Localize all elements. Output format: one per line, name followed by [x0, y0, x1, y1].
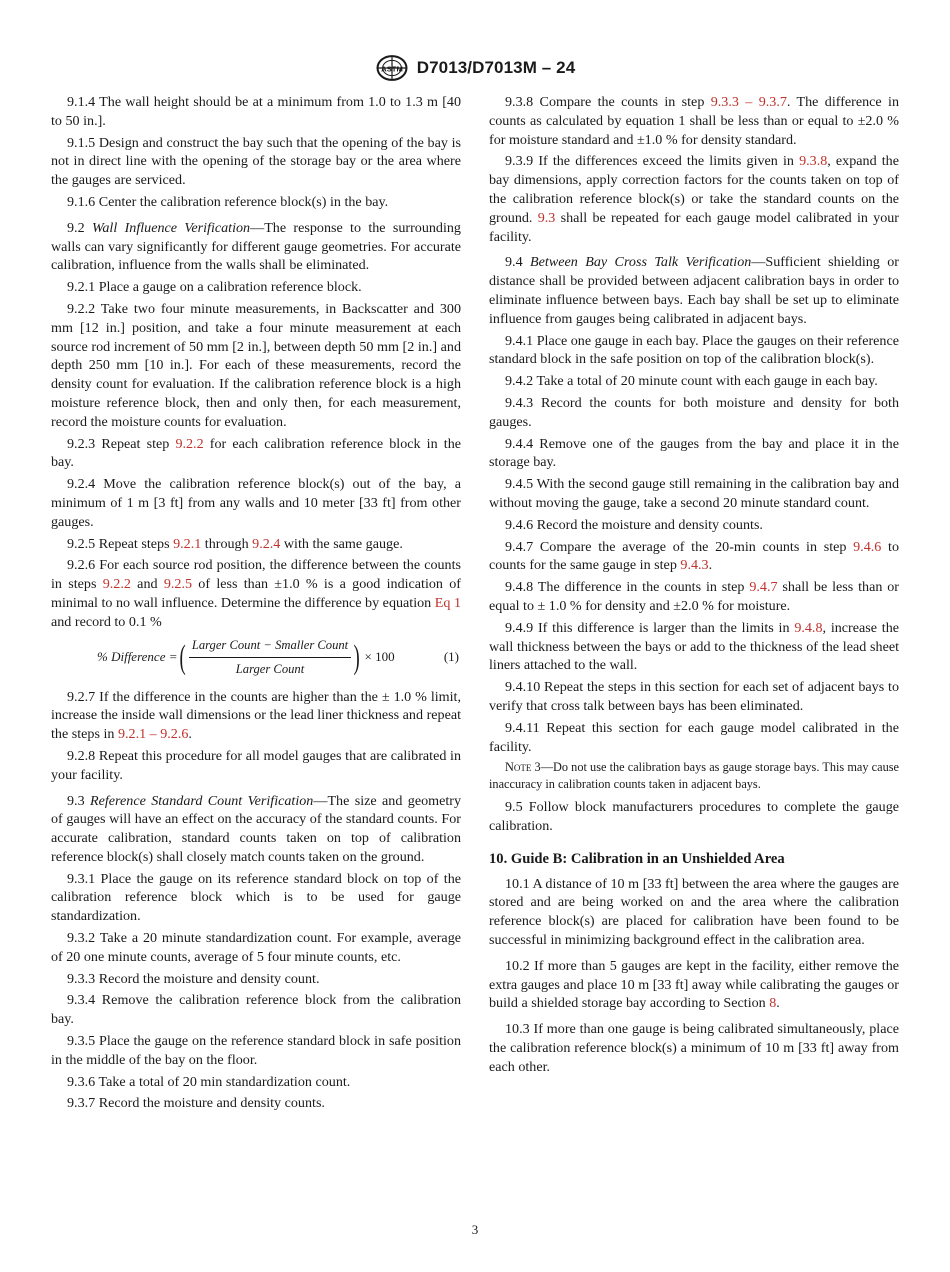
paragraph-text: —The response to the surrounding walls can vary significantly for different gauge geometries. For accurate calibration, influence from the walls shall be eliminated.: [51, 219, 461, 274]
paragraph-text: . The difference in counts as calculated by equation 1 shall be less than or equal to ±2.0 % for moisture standard and ±1.0 % for density standard.: [489, 94, 899, 148]
paragraph-text: shall be less than or equal to ± 1.0 % for density and ±2.0 % for moisture.: [489, 579, 899, 614]
note-label: Note 3: [505, 760, 541, 775]
cross-reference-link[interactable]: 9.2.2: [175, 435, 204, 452]
paragraph-9-3-4: 9.3.4 Remove the calibration reference block from the calibration bay.: [51, 992, 461, 1028]
paragraph-9-3-8: [489, 93, 899, 149]
paragraph-9-4-11: 9.4.11 Repeat this section for each gauge model calibrated in the facility.: [489, 719, 899, 755]
paragraph-text: .: [188, 726, 192, 743]
paragraph-9-1-5: 9.1.5 Design and construct the bay such that the opening of the bay is not in direct line with the opening of the storage bay or the area where the gauges are serviced.: [51, 134, 461, 189]
cross-reference-link[interactable]: 9.2.1: [173, 535, 202, 552]
paragraph-9-4-10: 9.4.10 Repeat the steps in this section for each set of adjacent bays to verify that cross talk between bays has been eliminated.: [489, 679, 899, 714]
cross-reference-link[interactable]: 9.2.4: [252, 535, 281, 552]
paragraph-10-3: 10.3 If more than one gauge is being calibrated simultaneously, place the calibration reference block(s) a minimum of 10 m [33 ft] away from each other.: [489, 1021, 899, 1075]
paragraph-text: 9.2.7 If the difference in the counts are higher than the ± 1.0 % limit, increase the inside wall dimensions or the lead liner thickness and repeat the steps in: [51, 688, 461, 743]
equation-fraction: [189, 636, 351, 679]
paragraph-9-2-6: [51, 556, 461, 631]
paragraph-text: 9.3.8 Compare the counts in step: [505, 94, 711, 110]
paragraph-text: through: [201, 535, 253, 552]
page-header: [0, 52, 950, 84]
paragraph-text: 9.4.7 Compare the average of the 20-min counts in step: [505, 538, 854, 555]
cross-reference-link[interactable]: 9.3: [537, 209, 556, 226]
paragraph-text: 9.4.9 If this difference is larger than the limits in: [505, 619, 795, 636]
paragraph-9-4-2: 9.4.2 Take a total of 20 minute count with each gauge in each bay.: [505, 373, 878, 390]
paragraph-text: .: [776, 995, 780, 1012]
paragraph-9-4-7: [489, 538, 899, 576]
paragraph-9-4-4: 9.4.4 Remove one of the gauges from the bay and place it in the storage bay.: [489, 435, 899, 471]
paragraph-text: and: [130, 576, 164, 593]
equation-denominator: Larger Count: [235, 662, 305, 677]
paragraph-9-4-9: [489, 619, 899, 675]
paragraph-9-2-1: 9.2.1 Place a gauge on a calibration reference block.: [67, 279, 362, 296]
cross-reference-link[interactable]: 8: [769, 995, 777, 1012]
cross-reference-link[interactable]: 9.2.5: [163, 576, 193, 593]
document-designation: D7013/D7013M – 24: [416, 58, 576, 77]
paragraph-text: 9.4.8 The difference in the counts in step: [505, 579, 750, 596]
paragraph-9-1-4: 9.1.4 The wall height should be at a minimum from 1.0 to 1.3 m [40 to 50 in.].: [51, 94, 461, 129]
paragraph-9-3-1: 9.3.1 Place the gauge on its reference standard block on top of the calibration reference block which is to be used for gauge standardization.: [51, 870, 461, 925]
equation-lhs: % Difference =: [97, 649, 178, 665]
paragraph-10-1: 10.1 A distance of 10 m [33 ft] between the area where the gauges are stored and are being worked on and the area where the calibration reference block(s) are placed for calibration have been found to be successful in minimizing background effect in the calibration area.: [489, 875, 899, 949]
paragraph-9-2-7: [51, 688, 461, 744]
paragraph-9-5: 9.5 Follow block manufacturers procedures to complete the gauge calibration.: [489, 799, 899, 835]
paragraph-9-3-5: 9.3.5 Place the gauge on the reference standard block in safe position in the middle of the bay on the floor.: [51, 1033, 461, 1068]
paragraph-9-2-4: 9.2.4 Move the calibration reference block(s) out of the bay, a minimum of 1 m [3 ft] from any walls and 10 meter [33 ft] from other gauges.: [51, 476, 461, 530]
logo-lettering: ASTM: [380, 64, 403, 74]
paragraph-text: , increase the wall thickness between the bays or add to the thickness of the lead sheet liners attached to the wall.: [489, 619, 899, 674]
paragraph-text: to counts for the same gauge in step: [489, 538, 899, 574]
note-text: —Do not use the calibration bays as gauge storage bays. This may cause inaccuracy in calibration counts taken in adjacent bays.: [489, 760, 899, 791]
astm-logo-icon: [375, 53, 409, 83]
cross-reference-link[interactable]: 9.2.1 – 9.2.6: [117, 726, 189, 743]
subsection-title: Wall Influence Verification: [91, 219, 251, 236]
paragraph-9-4-3: 9.4.3 Record the counts for both moisture and density for both gauges.: [489, 394, 899, 430]
section-10-heading: 10. Guide B: Calibration in an Unshielded Area: [489, 850, 785, 867]
section-number: 9.4: [505, 254, 531, 271]
cross-reference-link[interactable]: 9.4.3: [680, 557, 709, 574]
subsection-title: Reference Standard Count Verification: [90, 792, 314, 809]
paragraph-9-2-8: 9.2.8 Repeat this procedure for all model gauges that are calibrated in your facility.: [51, 747, 461, 783]
paragraph-9-4-5: 9.4.5 With the second gauge still remaining in the calibration bay and without moving the gauge, take a second 20 minute standard count.: [489, 476, 899, 511]
cross-reference-link[interactable]: 9.2.2: [102, 576, 131, 593]
cross-reference-link[interactable]: 9.4.6: [853, 538, 882, 555]
paragraph-9-4: [489, 253, 899, 328]
paragraph-9-3-7: 9.3.7 Record the moisture and density counts.: [67, 1095, 325, 1112]
paragraph-9-3-3: 9.3.3 Record the moisture and density count.: [67, 970, 320, 987]
paragraph-text: and record to 0.1 %: [51, 613, 162, 630]
equation-multiplier: × 100: [364, 649, 395, 665]
paragraph-9-2-2: 9.2.2 Take two four minute measurements, in Backscatter and 300 mm [12 in.] position, and take a four minute measurement at each source rod increment of 50 mm [2 in.], between depth 50 mm [2 in.] and depth 250 mm [10 in.]. For each of these measurements, record the density count for evaluation. If the calibration reference block is a high moisture reference block, then and only then, for each measurement, record the moisture counts for evaluation.: [51, 300, 461, 430]
paragraph-9-1-6: 9.1.6 Center the calibration reference block(s) in the bay.: [67, 193, 389, 210]
section-number: 9.2: [67, 219, 92, 236]
paragraph-9-4-6: 9.4.6 Record the moisture and density counts.: [505, 516, 763, 533]
cross-reference-link[interactable]: 9.3.8: [799, 153, 828, 170]
cross-reference-link[interactable]: 9.4.7: [749, 579, 778, 596]
paragraph-9-4-8: [489, 578, 899, 616]
equation-reference-link[interactable]: Eq 1: [434, 594, 461, 611]
right-paren: ): [353, 638, 360, 676]
paragraph-text: 9.2.5 Repeat steps: [67, 535, 174, 552]
paragraph-text: —The size and geometry of gauges will have an effect on the accuracy of the standard counts. For accurate calibration, standard counts taken on top of calibration reference block(s) shall closely match counts taken on the ground.: [51, 792, 462, 865]
paragraph-9-3: [51, 792, 461, 867]
paragraph-9-2: [51, 219, 461, 275]
left-paren: (: [180, 638, 187, 676]
paragraph-text: , expand the bay dimensions, apply correction factors for the counts taken on top of the calibration reference block(s) or take the standard counts on the ground.: [489, 153, 899, 226]
paragraph-text: shall be repeated for each gauge model calibrated in your facility.: [489, 209, 900, 245]
paragraph-text: .: [708, 557, 713, 574]
note-3: [489, 759, 899, 792]
paragraph-10-2: [489, 957, 899, 1013]
section-number: 9.3: [67, 792, 91, 809]
paragraph-9-2-5: [51, 535, 461, 554]
paragraph-9-2-3: [51, 435, 461, 473]
paragraph-text: of less than ±1.0 % is a good indication of minimal to no wall influence. Determine the difference by equation: [51, 576, 462, 611]
paragraph-text: 9.2.6 For each source rod position, the difference between the counts in steps: [51, 557, 461, 593]
paragraph-text: —Sufficient shielding or distance shall be provided between adjacent calibration bays in order to eliminate influence between bays. Each bay shall be set up to eliminate influence from gauges being calibrated in adjacent bays.: [489, 254, 899, 327]
right-column: [489, 93, 899, 1080]
paragraph-9-3-2: 9.3.2 Take a 20 minute standardization count. For example, average of 20 one minute counts, average of 5 four minute counts, etc.: [51, 930, 461, 965]
page-number: 3: [471, 1222, 479, 1237]
paragraph-text: with the same gauge.: [280, 535, 403, 552]
subsection-title: Between Bay Cross Talk Verification: [530, 254, 752, 271]
equation-number: (1): [443, 649, 459, 665]
paragraph-text: 9.3.9 If the differences exceed the limits given in: [505, 153, 800, 170]
paragraph-text: 9.2.3 Repeat step: [67, 435, 176, 452]
paragraph-text: for each calibration reference block in the bay.: [51, 435, 461, 471]
paragraph-text: 10.2 If more than 5 gauges are kept in the facility, either remove the extra gauges and place 10 m [33 ft] away while calibrating the gauges or build a shielded storage bay according to Section: [489, 957, 899, 1012]
cross-reference-link[interactable]: 9.3.3 – 9.3.7: [710, 94, 787, 110]
equation-numerator: Larger Count − Smaller Count: [189, 636, 351, 658]
paragraph-9-3-6: 9.3.6 Take a total of 20 min standardization count.: [67, 1073, 351, 1090]
paragraph-9-3-9: [489, 152, 899, 246]
left-column: [51, 93, 461, 1116]
cross-reference-link[interactable]: 9.4.8: [794, 619, 823, 636]
equation-1: [51, 638, 461, 678]
paragraph-9-4-1: 9.4.1 Place one gauge in each bay. Place the gauges on their reference standard block in the safe position on top of the calibration block(s).: [489, 332, 899, 368]
